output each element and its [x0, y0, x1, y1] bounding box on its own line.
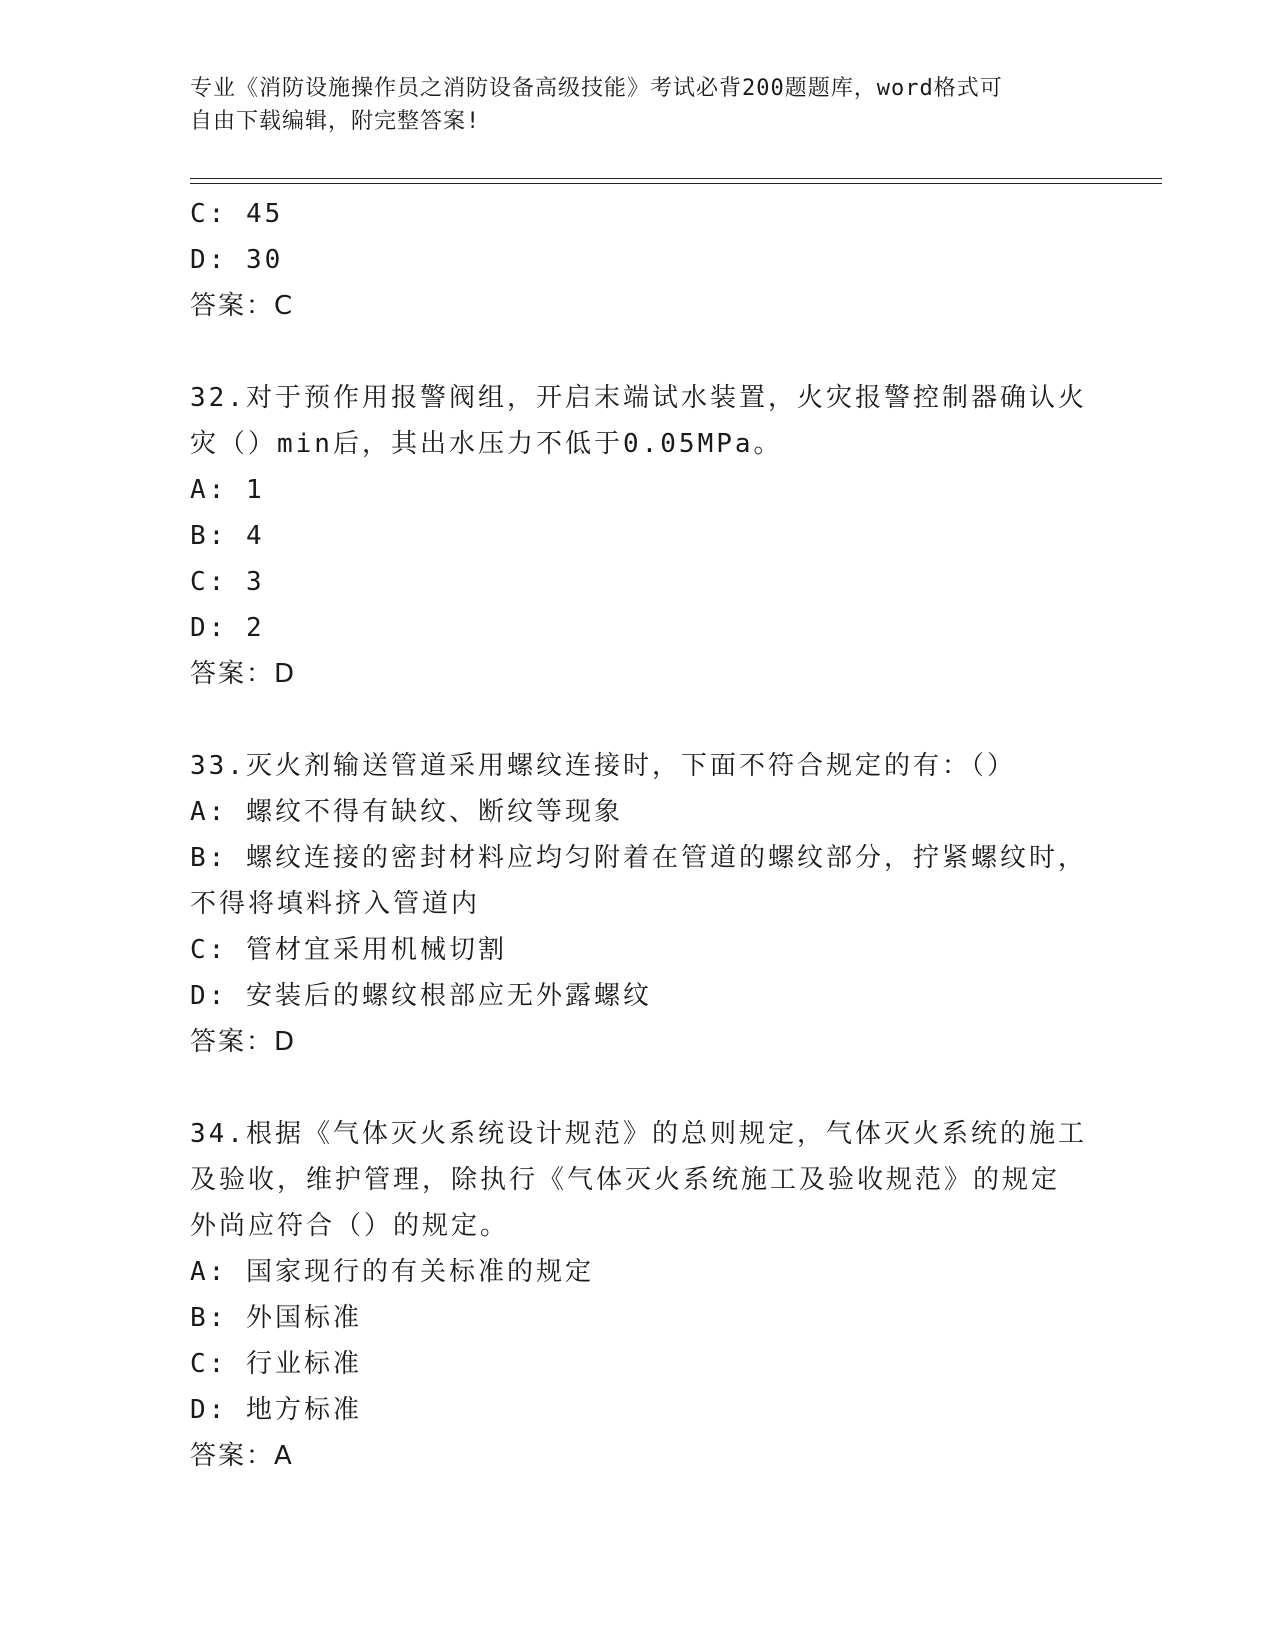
option-a: A: 国家现行的有关标准的规定 [190, 1257, 594, 1287]
answer-line: 答案：D [190, 659, 297, 689]
option-a: A: 1 [190, 475, 265, 505]
question-stem-line: 外尚应符合（）的规定。 [190, 1211, 510, 1241]
spacer [190, 1065, 1120, 1111]
option-b-continued: 不得将填料挤入管道内 [190, 889, 481, 919]
prev-question-tail [190, 191, 1120, 329]
question-33 [190, 743, 1120, 1065]
document-header [190, 72, 1090, 138]
option-d: D: 30 [190, 245, 284, 275]
option-d: D: 2 [190, 613, 265, 643]
option-d: D: 安装后的螺纹根部应无外露螺纹 [190, 981, 652, 1011]
question-stem-line: 32.对于预作用报警阀组，开启末端试水装置，火灾报警控制器确认火 [190, 383, 1087, 413]
option-a: A: 螺纹不得有缺纹、断纹等现象 [190, 797, 623, 827]
header-divider-top [190, 178, 1162, 179]
question-stem-line: 灾（）min后，其出水压力不低于0.05MPa。 [190, 429, 783, 459]
spacer [190, 697, 1120, 743]
option-c: C: 管材宜采用机械切割 [190, 935, 507, 965]
option-d: D: 地方标准 [190, 1395, 362, 1425]
header-line-1: 专业《消防设施操作员之消防设备高级技能》考试必背200题题库，word格式可 [190, 76, 1003, 101]
question-stem-line: 33.灭火剂输送管道采用螺纹连接时，下面不符合规定的有：（） [190, 751, 1016, 781]
question-32 [190, 375, 1120, 697]
answer-line: 答案：D [190, 1027, 297, 1057]
option-b: B: 螺纹连接的密封材料应均匀附着在管道的螺纹部分，拧紧螺纹时， [190, 843, 1087, 873]
option-b: B: 外国标准 [190, 1303, 362, 1333]
question-stem-line: 34.根据《气体灭火系统设计规范》的总则规定，气体灭火系统的施工 [190, 1119, 1087, 1149]
answer-line: 答案：C [190, 291, 295, 321]
header-line-2: 自由下载编辑，附完整答案! [190, 109, 481, 134]
question-content [190, 191, 1120, 1479]
spacer [190, 329, 1120, 375]
answer-line: 答案：A [190, 1441, 294, 1471]
option-b: B: 4 [190, 521, 265, 551]
question-34 [190, 1111, 1120, 1479]
question-stem-line: 及验收，维护管理，除执行《气体灭火系统施工及验收规范》的规定 [190, 1165, 1061, 1195]
option-c: C: 45 [190, 199, 284, 229]
header-divider-bottom [190, 183, 1162, 184]
option-c: C: 行业标准 [190, 1349, 362, 1379]
option-c: C: 3 [190, 567, 265, 597]
